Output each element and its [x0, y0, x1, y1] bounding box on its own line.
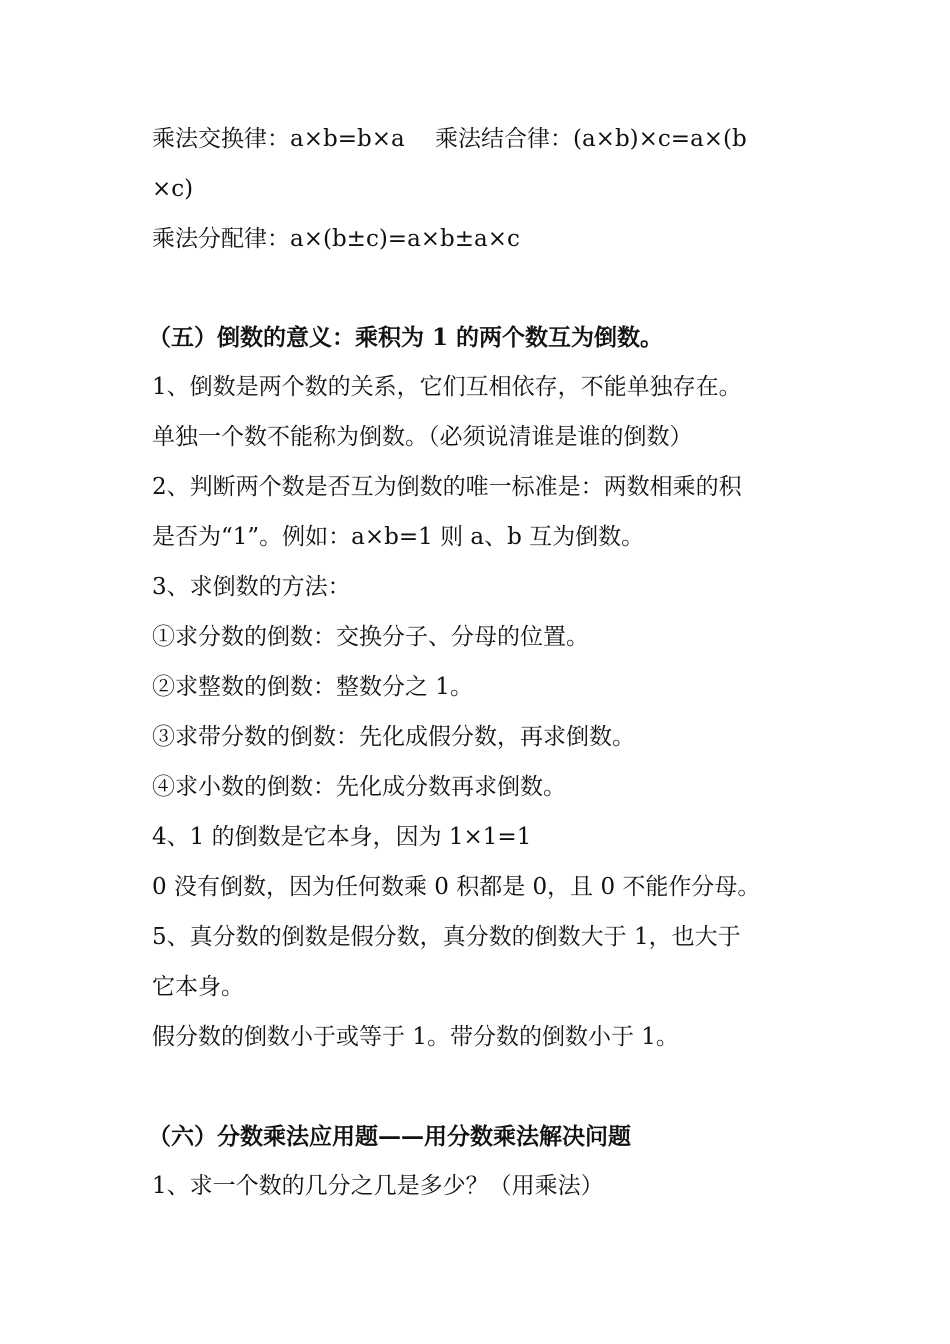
multiplication-laws-line-1: 乘法交换律：a×b=b×a 乘法结合律：(a×b)×c=a×(b [152, 126, 747, 152]
paragraph-line: 假分数的倒数小于或等于 1。带分数的倒数小于 1。 [152, 1024, 679, 1050]
paragraph-line: 2、判断两个数是否互为倒数的唯一标准是：两数相乘的积 [152, 474, 742, 500]
paragraph-line: 是否为“1”。例如：a×b=1 则 a、b 互为倒数。 [152, 524, 645, 550]
paragraph-line: 单独一个数不能称为倒数。（必须说清谁是谁的倒数） [152, 424, 693, 450]
section-five-heading: （五）倒数的意义：乘积为 1 的两个数互为倒数。 [148, 324, 664, 351]
list-item: ③求带分数的倒数：先化成假分数，再求倒数。 [152, 724, 635, 750]
list-item: ①求分数的倒数：交换分子、分母的位置。 [152, 624, 589, 650]
paragraph-line: 5、真分数的倒数是假分数，真分数的倒数大于 1，也大于 [152, 924, 741, 950]
paragraph-line: 1、求一个数的几分之几是多少？（用乘法） [152, 1173, 604, 1199]
paragraph-line: 它本身。 [152, 974, 244, 1000]
distributive-law-line: 乘法分配律：a×(b±c)=a×b±a×c [152, 226, 520, 252]
list-item: ④求小数的倒数：先化成分数再求倒数。 [152, 774, 566, 800]
paragraph-line: 3、求倒数的方法： [152, 574, 351, 600]
section-six-heading: （六）分数乘法应用题——用分数乘法解决问题 [148, 1123, 631, 1150]
multiplication-laws-line-2: ×c) [152, 176, 194, 202]
paragraph-line: 0 没有倒数，因为任何数乘 0 积都是 0，且 0 不能作分母。 [152, 874, 761, 900]
paragraph-line: 4、1 的倒数是它本身，因为 1×1=1 [152, 824, 532, 850]
list-item: ②求整数的倒数：整数分之 1。 [152, 674, 473, 700]
paragraph-line: 1、倒数是两个数的关系，它们互相依存，不能单独存在。 [152, 374, 742, 400]
